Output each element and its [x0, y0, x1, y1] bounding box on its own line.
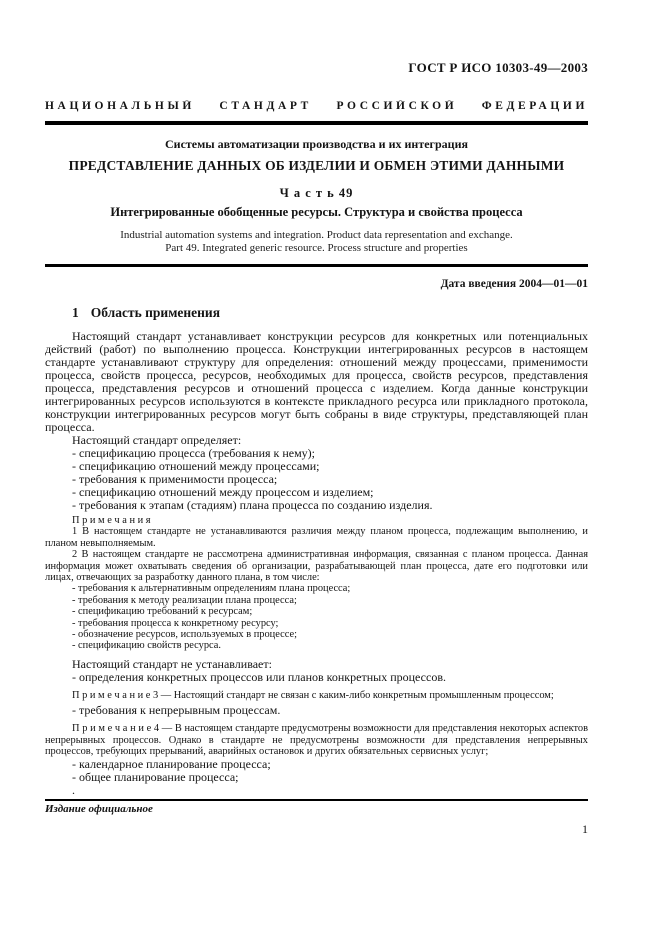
stray-dot: .	[72, 782, 75, 797]
list-item: - требования к этапам (стадиям) плана процесса по созданию изделия.	[72, 498, 433, 512]
note-list-item: - обозначение ресурсов, используемых в процессе;	[72, 629, 297, 641]
list-item: - общее планирование процесса;	[72, 769, 239, 784]
defines-intro: Настоящий стандарт определяет:	[72, 433, 242, 447]
title-part: Ч а с т ь 49	[279, 186, 354, 200]
divider-header	[45, 121, 588, 125]
list-item: - спецификацию отношений между процессом и изделием;	[72, 485, 374, 499]
not-establish-intro: Настоящий стандарт не устанавливает:	[72, 656, 272, 671]
note-1: 1 В настоящем стандарте не устанавливаются различия между планом процесса, подлежащим выполнению, и планом невыполняемым.	[45, 526, 588, 549]
title-block	[45, 137, 588, 255]
divider-footer	[45, 799, 588, 801]
effective-date: Дата введения 2004—01—01	[440, 278, 588, 290]
note-2: 2 В настоящем стандарте не рассмотрена административная информация, связанная с планом процесса. Данная информация может охватывать сведения об организации, разрабатывающей план процесса, дате его подготовки или лицах, отвечающих за разработку данного плана, в том числе:	[45, 549, 588, 584]
standard-org-line: НАЦИОНАЛЬНЫЙ СТАНДАРТ РОССИЙСКОЙ ФЕДЕРАЦИИ	[45, 100, 588, 112]
note-list-item: - спецификацию требований к ресурсам;	[72, 606, 253, 618]
notes-label: П р и м е ч а н и я	[72, 515, 151, 526]
edition-label: Издание официальное	[45, 802, 153, 815]
note-list-item: - требования к альтернативным определениям плана процесса;	[72, 583, 351, 595]
title-en-line2: Part 49. Integrated generic resource. Process structure and properties	[165, 242, 468, 254]
title-subtitle: Интегрированные обобщенные ресурсы. Структура и свойства процесса	[110, 205, 523, 219]
section-title: Область применения	[90, 305, 221, 320]
list-item: - определения конкретных процессов или планов конкретных процессов.	[72, 669, 446, 684]
doc-code: ГОСТ Р ИСО 10303-49—2003	[408, 60, 588, 75]
section-heading	[72, 305, 588, 321]
note-list-item: - спецификацию свойств ресурса.	[72, 640, 221, 652]
note-3: П р и м е ч а н и е 3 — Настоящий стандарт не связан с каким-либо конкретным промышленным процессом;	[72, 689, 554, 701]
title-en-line1: Industrial automation systems and integration. Product data representation and exchange.	[120, 229, 513, 241]
section-number: 1	[72, 305, 79, 320]
scope-paragraph: Настоящий стандарт устанавливает конструкции ресурсов для конкретных или потенциальных действий (работ) по выполнению процесса. Конструкции интегрированных ресурсов в настоящем стандарте устанавливают структуру для определения: отношений между процессами, применимости процесса, свойств процесса, ресурсов, необходимых для процесса, свойств ресурсов, представления процесса, представления ресурсов и отношений процесса с изделием. Когда данные конструкции интегрированных ресурсов используются в контексте прикладного ресурса или прикладного протокола, конструкции интегрированных ресурсов могут быть собраны в виде структуры, представляющей план процесса.	[45, 329, 588, 434]
list-item: - календарное планирование процесса;	[72, 756, 271, 771]
list-item: - требования к непрерывным процессам.	[72, 703, 281, 718]
note-list-item: - требования к методу реализации плана процесса;	[72, 594, 297, 606]
divider-title	[45, 264, 588, 267]
list-item: - требования к применимости процесса;	[72, 472, 278, 486]
page-number: 1	[582, 821, 588, 836]
note-list-item: - требования процесса к конкретному ресурсу;	[72, 617, 279, 629]
title-english	[45, 229, 588, 255]
title-main: ПРЕДСТАВЛЕНИЕ ДАННЫХ ОБ ИЗДЕЛИИ И ОБМЕН ЭТИМИ ДАННЫМИ	[68, 158, 565, 173]
list-item: - спецификацию процесса (требования к нему);	[72, 446, 316, 460]
note-4: П р и м е ч а н и е 4 — В настоящем стандарте предусмотрены возможности для представления некоторых аспектов непрерывных процессов. Однако в стандарте не предусмотрены возможности для представления непрерывных процессов, требующих прерываний, аварийных остановок и других обязательных сервисных услуг;	[45, 723, 588, 758]
list-item: - спецификацию отношений между процессами;	[72, 459, 320, 473]
title-subject: Системы автоматизации производства и их интеграция	[165, 137, 468, 151]
